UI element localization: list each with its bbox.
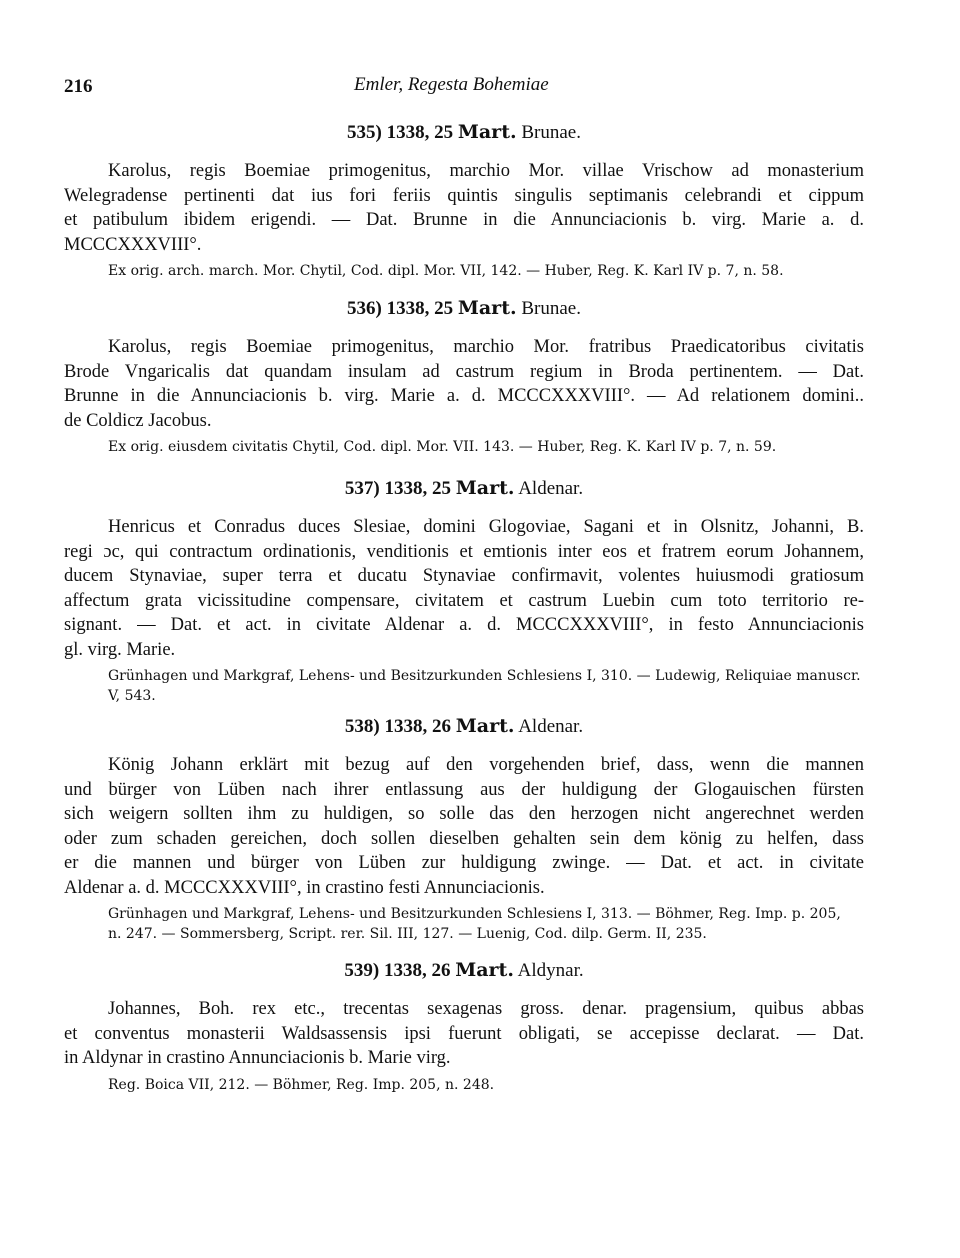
regest-entry-538 (64, 714, 864, 944)
reference-line: Grünhagen und Markgraf, Lehens- und Besitzurkunden Schlesiens I, 313. — Böhmer, Reg. Imp. p. 205, (108, 906, 841, 922)
text-line: de Coldicz Jacobus. (64, 410, 212, 431)
entry-references (64, 261, 864, 281)
entry-place: Brunae. (521, 122, 581, 143)
entry-text (64, 159, 864, 257)
text-line: Karolus, regis Boemiae primogenitus, marchio Mor. fratribus Praedicatoribus civitatis (108, 337, 864, 357)
text-line: Brunne in die Annunciacionis b. virg. Marie a. d. MCCCXXXVIII°. — Ad relationem domini.. (64, 386, 864, 406)
reference-line: Ex orig. eiusdem civitatis Chytil, Cod. dipl. Mor. VII. 143. — Huber, Reg. K. Karl IV p. 7, n. 59. (108, 439, 777, 455)
entry-month: Mart. (455, 477, 515, 499)
text-line: oder zum schaden gereichen, doch sollen dieselben gehalten sein dem könig zu helfen, dass (64, 828, 864, 849)
text-line: sich weigern sollten ihm zu huldigen, so solle das den herzogen nicht angerechnet werden (64, 804, 864, 824)
entry-month: Mart. (455, 715, 515, 737)
reference-line: V, 543. (108, 688, 156, 704)
reference-line: Reg. Boica VII, 212. — Böhmer, Reg. Imp. 205, n. 248. (108, 1076, 495, 1093)
text-line: er die mannen und bürger von Lüben zur huldigung zwinge. — Dat. et act. in civitate (64, 853, 864, 873)
entry-heading (64, 476, 864, 501)
entry-number: 537) (344, 478, 380, 499)
entry-month: Mart. (457, 297, 517, 319)
entry-place: Aldynar. (517, 960, 584, 981)
entry-place: Aldenar. (518, 716, 584, 737)
entry-text (64, 335, 864, 433)
regest-entry-535 (64, 120, 864, 281)
entry-month: Mart. (457, 121, 517, 143)
text-line: ducem Stynaviae, super terra et ducatu Stynaviae confirmavit, volentes huiusmodi gratiosum (64, 566, 864, 586)
entry-text (64, 753, 864, 900)
reference-line: n. 247. — Sommersberg, Script. rer. Sil. III, 127. — Luenig, Cod. dilp. Germ. II, 235. (108, 926, 707, 942)
text-line: Karolus, regis Boemiae primogenitus, marchio Mor. villae Vrischow ad monasterium (108, 161, 864, 181)
entry-text (64, 515, 864, 662)
entry-heading (64, 714, 864, 739)
entry-number: 535) (347, 122, 382, 143)
text-line: gl. virg. Marie. (64, 639, 176, 660)
entry-date: 1338, 26 (383, 960, 451, 981)
entry-date: 1338, 25 (386, 122, 454, 143)
text-line: Johannes, Boh. rex etc., trecentas sexagenas gross. denar. pragensium, quibus abbas (108, 999, 864, 1019)
running-title: Emler, Regesta Bohemiae (354, 74, 549, 95)
text-line: Henricus et Conradus duces Slesiae, domini Glogoviae, Sagani et in Olsnitz, Johanni, B. (108, 517, 864, 537)
entry-number: 539) (344, 960, 380, 981)
text-line: et conventus monasterii Waldsassensis ipsi fuerunt obligati, se accepisse declarat. — Dat. (64, 1023, 864, 1044)
entry-date: 1338, 26 (384, 716, 451, 737)
entry-heading (64, 120, 864, 145)
text-line: regi ɔc, qui contractum ordinationis, venditionis et emtionis inter eos et fratrem eorum Johannem, (64, 541, 864, 562)
entry-place: Brunae. (521, 298, 581, 319)
entry-heading (64, 958, 864, 983)
text-line: in Aldynar in crastino Annunciacionis b. Marie virg. (64, 1048, 451, 1068)
entry-month: Mart. (455, 959, 514, 981)
text-line: MCCCXXXVIII°. (64, 234, 202, 255)
reference-line: Ex orig. arch. march. Mor. Chytil, Cod. dipl. Mor. VII, 142. — Huber, Reg. K. Karl IV p. 7, n. 58. (108, 263, 784, 279)
entry-number: 536) (347, 298, 382, 319)
text-line: und bürger von Lüben nach ihrer entlassung aus der huldigung der Glogauischen fürsten (64, 779, 864, 800)
entry-references (64, 1075, 864, 1095)
regest-entry-537 (64, 476, 864, 706)
text-line: Aldenar a. d. MCCCXXXVIII°, in crastino festi Annunciacionis. (64, 877, 545, 898)
text-line: et patibulum ibidem erigendi. — Dat. Brunne in die Annunciacionis b. virg. Marie a. d. (64, 210, 864, 230)
entry-references (64, 904, 864, 944)
page-header (64, 74, 864, 102)
regest-entry-539 (64, 958, 864, 1095)
entry-text (64, 997, 864, 1071)
text-line: Brode Vngaricalis dat quandam insulam ad castrum regium in Broda pertinentem. — Dat. (64, 361, 864, 382)
entry-date: 1338, 25 (386, 298, 454, 319)
entry-references (64, 666, 864, 706)
reference-line: Grünhagen und Markgraf, Lehens- und Besitzurkunden Schlesiens I, 310. — Ludewig, Reliquiae manuscr. (108, 668, 861, 684)
text-line: signant. — Dat. et act. in civitate Aldenar a. d. MCCCXXXVIII°, in festo Annunciacionis (64, 615, 864, 635)
entry-references (64, 437, 864, 457)
entry-heading (64, 296, 864, 321)
text-line: Welegradense pertinenti dat ius fori feriis quintis singulis septimanis celebrandi et cippum (64, 185, 864, 206)
entry-number: 538) (344, 716, 380, 737)
text-line: König Johann erklärt mit bezug auf den vorgehenden brief, dass, wenn die mannen (108, 755, 864, 775)
entry-place: Aldenar. (518, 478, 584, 499)
entry-date: 1338, 25 (384, 478, 451, 499)
text-line: affectum grata vicissitudine compensare, civitatem et castrum Luebin cum toto territorio re- (64, 590, 864, 611)
page-number: 216 (64, 76, 93, 97)
regest-entry-536 (64, 296, 864, 457)
